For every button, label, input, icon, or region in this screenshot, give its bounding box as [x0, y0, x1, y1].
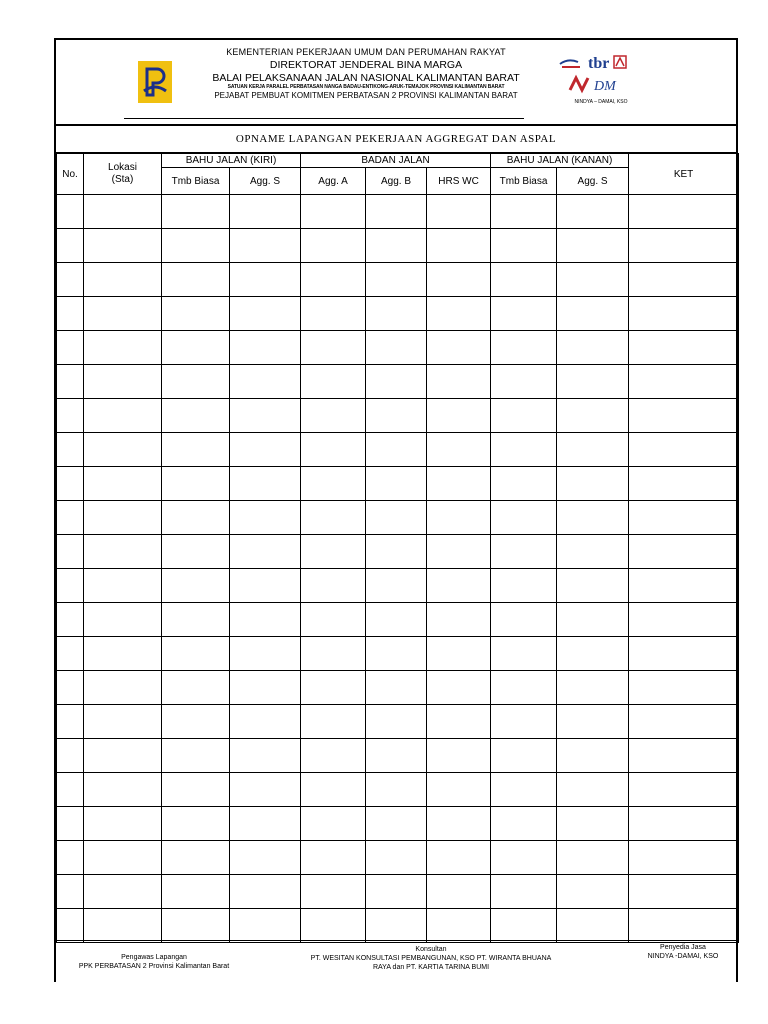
- table-cell[interactable]: [57, 501, 84, 535]
- table-cell[interactable]: [629, 739, 739, 773]
- table-cell[interactable]: [84, 331, 162, 365]
- table-cell[interactable]: [230, 263, 301, 297]
- table-cell[interactable]: [162, 773, 230, 807]
- table-cell[interactable]: [162, 637, 230, 671]
- col-lokasi: Lokasi (Sta): [84, 154, 162, 195]
- table-cell[interactable]: [162, 739, 230, 773]
- table-cell[interactable]: [84, 909, 162, 943]
- table-cell[interactable]: [301, 637, 366, 671]
- table-cell[interactable]: [427, 433, 491, 467]
- consultant-name-2: RAYA dan PT. KARTIA TARINA BUMI: [372, 964, 490, 971]
- table-cell[interactable]: [491, 433, 557, 467]
- table-cell[interactable]: [230, 331, 301, 365]
- svg-text:tbr: tbr: [588, 55, 610, 72]
- table-cell[interactable]: [366, 637, 427, 671]
- table-cell[interactable]: [230, 399, 301, 433]
- table-row: [57, 671, 739, 705]
- table-row: [57, 807, 739, 841]
- table-cell[interactable]: [366, 569, 427, 603]
- table-cell[interactable]: [491, 297, 557, 331]
- table-cell[interactable]: [366, 705, 427, 739]
- table-cell[interactable]: [366, 399, 427, 433]
- table-cell[interactable]: [427, 467, 491, 501]
- table-cell[interactable]: [57, 365, 84, 399]
- table-cell[interactable]: [57, 195, 84, 229]
- table-cell[interactable]: [427, 297, 491, 331]
- table-cell[interactable]: [301, 773, 366, 807]
- table-cell[interactable]: [230, 841, 301, 875]
- table-cell[interactable]: [557, 229, 629, 263]
- table-cell[interactable]: [366, 331, 427, 365]
- table-row: [57, 195, 739, 229]
- table-row: [57, 909, 739, 943]
- table-cell[interactable]: [162, 195, 230, 229]
- table-cell[interactable]: [84, 535, 162, 569]
- table-cell[interactable]: [301, 671, 366, 705]
- table-cell[interactable]: [162, 263, 230, 297]
- table-cell[interactable]: [162, 875, 230, 909]
- footer-consultant: [296, 945, 566, 972]
- table-cell[interactable]: [162, 297, 230, 331]
- table-cell[interactable]: [629, 331, 739, 365]
- col-ket: KET: [629, 154, 739, 195]
- table-cell[interactable]: [629, 229, 739, 263]
- table-cell[interactable]: [301, 195, 366, 229]
- table-cell[interactable]: [57, 637, 84, 671]
- table-cell[interactable]: [491, 365, 557, 399]
- table-row: [57, 637, 739, 671]
- table-cell[interactable]: [301, 603, 366, 637]
- table-cell[interactable]: [301, 229, 366, 263]
- table-cell[interactable]: [557, 739, 629, 773]
- group-badan-jalan: BADAN JALAN: [301, 154, 491, 168]
- table-cell[interactable]: [301, 739, 366, 773]
- table-cell[interactable]: [629, 399, 739, 433]
- table-cell[interactable]: [427, 705, 491, 739]
- balai-name: BALAI PELAKSANAAN JALAN NASIONAL KALIMANTAN BARAT: [212, 71, 520, 84]
- table-cell[interactable]: [230, 773, 301, 807]
- partner-caption: NINDYA – DAMAI, KSO: [574, 99, 628, 105]
- table-cell[interactable]: [427, 569, 491, 603]
- table-cell[interactable]: [557, 331, 629, 365]
- svg-text:DM: DM: [594, 79, 616, 94]
- table-cell[interactable]: [84, 229, 162, 263]
- table-cell[interactable]: [366, 841, 427, 875]
- table-cell[interactable]: [301, 807, 366, 841]
- table-cell[interactable]: [57, 909, 84, 943]
- table-cell[interactable]: [491, 637, 557, 671]
- table-cell[interactable]: [557, 195, 629, 229]
- table-cell[interactable]: [629, 705, 739, 739]
- table-cell[interactable]: [629, 501, 739, 535]
- table-cell[interactable]: [366, 195, 427, 229]
- table-cell[interactable]: [629, 535, 739, 569]
- table-cell[interactable]: [84, 433, 162, 467]
- pu-ministry-logo: [138, 61, 172, 103]
- consultant-role: Konsultan: [415, 946, 447, 953]
- table-cell[interactable]: [557, 671, 629, 705]
- table-cell[interactable]: [57, 433, 84, 467]
- table-cell[interactable]: [557, 705, 629, 739]
- table-cell[interactable]: [84, 365, 162, 399]
- table-cell[interactable]: [230, 671, 301, 705]
- table-cell[interactable]: [427, 399, 491, 433]
- table-cell[interactable]: [491, 195, 557, 229]
- table-cell[interactable]: [162, 467, 230, 501]
- table-cell[interactable]: [366, 739, 427, 773]
- table-cell[interactable]: [162, 841, 230, 875]
- table-cell[interactable]: [301, 399, 366, 433]
- table-cell[interactable]: [427, 229, 491, 263]
- table-cell[interactable]: [427, 603, 491, 637]
- table-cell[interactable]: [366, 467, 427, 501]
- table-cell[interactable]: [557, 263, 629, 297]
- table-cell[interactable]: [557, 501, 629, 535]
- table-cell[interactable]: [491, 739, 557, 773]
- group-bahu-kanan: BAHU JALAN (KANAN): [491, 154, 629, 168]
- col-agg-b: Agg. B: [366, 168, 427, 195]
- table-cell[interactable]: [230, 875, 301, 909]
- table-row: [57, 773, 739, 807]
- table-cell[interactable]: [491, 399, 557, 433]
- table-cell[interactable]: [629, 841, 739, 875]
- table-cell[interactable]: [57, 467, 84, 501]
- table-row: [57, 603, 739, 637]
- table-cell[interactable]: [557, 569, 629, 603]
- table-row: [57, 433, 739, 467]
- footer-supervisor: [54, 953, 254, 971]
- table-cell[interactable]: [557, 807, 629, 841]
- ppk-name: PEJABAT PEMBUAT KOMITMEN PERBATASAN 2 PROVINSI KALIMANTAN BARAT: [214, 91, 518, 100]
- table-cell[interactable]: [629, 671, 739, 705]
- table-cell[interactable]: [84, 671, 162, 705]
- table-cell[interactable]: [301, 263, 366, 297]
- col-agg-s-kanan: Agg. S: [557, 168, 629, 195]
- supervisor-role: Pengawas Lapangan: [121, 954, 187, 961]
- table-cell[interactable]: [427, 875, 491, 909]
- table-cell[interactable]: [162, 535, 230, 569]
- table-cell[interactable]: [84, 263, 162, 297]
- table-cell[interactable]: [230, 909, 301, 943]
- table-cell[interactable]: [57, 535, 84, 569]
- table-cell[interactable]: [629, 433, 739, 467]
- table-cell[interactable]: [301, 501, 366, 535]
- table-cell[interactable]: [162, 365, 230, 399]
- table-cell[interactable]: [57, 671, 84, 705]
- col-tmb-biasa-kiri: Tmb Biasa: [162, 168, 230, 195]
- table-cell[interactable]: [230, 229, 301, 263]
- table-cell[interactable]: [366, 909, 427, 943]
- form-title: OPNAME LAPANGAN PEKERJAAN AGGREGAT DAN ASPAL: [56, 126, 736, 153]
- table-cell[interactable]: [366, 297, 427, 331]
- table-cell[interactable]: [491, 671, 557, 705]
- table-cell[interactable]: [366, 773, 427, 807]
- table-cell[interactable]: [366, 875, 427, 909]
- table-cell[interactable]: [230, 807, 301, 841]
- opname-table: [56, 153, 739, 943]
- table-cell[interactable]: [427, 841, 491, 875]
- table-row: [57, 705, 739, 739]
- table-cell[interactable]: [84, 773, 162, 807]
- table-cell[interactable]: [301, 535, 366, 569]
- table-cell[interactable]: [57, 399, 84, 433]
- table-cell[interactable]: [491, 467, 557, 501]
- table-cell[interactable]: [84, 467, 162, 501]
- table-cell[interactable]: [301, 331, 366, 365]
- table-cell[interactable]: [629, 875, 739, 909]
- table-cell[interactable]: [427, 671, 491, 705]
- table-cell[interactable]: [491, 263, 557, 297]
- table-row: [57, 535, 739, 569]
- table-cell[interactable]: [629, 365, 739, 399]
- table-cell[interactable]: [366, 365, 427, 399]
- table-cell[interactable]: [301, 705, 366, 739]
- table-cell[interactable]: [84, 569, 162, 603]
- table-cell[interactable]: [84, 875, 162, 909]
- table-cell[interactable]: [230, 569, 301, 603]
- table-cell[interactable]: [230, 501, 301, 535]
- table-cell[interactable]: [557, 297, 629, 331]
- table-cell[interactable]: [230, 467, 301, 501]
- table-cell[interactable]: [427, 535, 491, 569]
- table-row: [57, 399, 739, 433]
- table-cell[interactable]: [427, 365, 491, 399]
- table-cell[interactable]: [629, 637, 739, 671]
- letterhead-text: [176, 48, 556, 100]
- table-cell[interactable]: [427, 195, 491, 229]
- table-cell[interactable]: [491, 773, 557, 807]
- group-bahu-kiri: BAHU JALAN (KIRI): [162, 154, 301, 168]
- contractor-role: Penyedia Jasa: [660, 944, 706, 951]
- table-cell[interactable]: [162, 399, 230, 433]
- table-cell[interactable]: [230, 433, 301, 467]
- col-agg-s-kiri: Agg. S: [230, 168, 301, 195]
- table-cell[interactable]: [491, 603, 557, 637]
- table-cell[interactable]: [366, 433, 427, 467]
- table-header-row: [57, 154, 739, 168]
- table-cell[interactable]: [629, 297, 739, 331]
- table-cell[interactable]: [162, 603, 230, 637]
- table-cell[interactable]: [491, 535, 557, 569]
- table-cell[interactable]: [629, 569, 739, 603]
- table-cell[interactable]: [84, 195, 162, 229]
- table-cell[interactable]: [491, 331, 557, 365]
- table-cell[interactable]: [84, 739, 162, 773]
- table-cell[interactable]: [57, 841, 84, 875]
- table-cell[interactable]: [557, 535, 629, 569]
- table-cell[interactable]: [301, 909, 366, 943]
- table-cell[interactable]: [557, 875, 629, 909]
- table-cell[interactable]: [557, 773, 629, 807]
- supervisor-unit: PPK PERBATASAN 2 Provinsi Kalimantan Barat: [78, 963, 230, 970]
- table-cell[interactable]: [162, 433, 230, 467]
- table-cell[interactable]: [57, 229, 84, 263]
- table-cell[interactable]: [57, 773, 84, 807]
- table-cell[interactable]: [491, 705, 557, 739]
- table-cell[interactable]: [427, 331, 491, 365]
- table-cell[interactable]: [427, 501, 491, 535]
- table-cell[interactable]: [230, 535, 301, 569]
- col-no: No.: [57, 154, 84, 195]
- table-cell[interactable]: [557, 909, 629, 943]
- table-cell[interactable]: [491, 569, 557, 603]
- form-frame: [54, 38, 738, 982]
- contractor-name: NINDYA -DAMAI, KSO: [647, 953, 719, 960]
- table-cell[interactable]: [557, 637, 629, 671]
- table-cell[interactable]: [427, 739, 491, 773]
- table-cell[interactable]: [162, 909, 230, 943]
- table-cell[interactable]: [629, 603, 739, 637]
- table-cell[interactable]: [301, 569, 366, 603]
- table-cell[interactable]: [57, 739, 84, 773]
- table-cell[interactable]: [57, 297, 84, 331]
- table-row: [57, 569, 739, 603]
- table-cell[interactable]: [301, 467, 366, 501]
- table-cell[interactable]: [629, 773, 739, 807]
- table-row: [57, 739, 739, 773]
- table-cell[interactable]: [162, 807, 230, 841]
- col-tmb-biasa-kanan: Tmb Biasa: [491, 168, 557, 195]
- table-cell[interactable]: [57, 569, 84, 603]
- table-row: [57, 841, 739, 875]
- table-cell[interactable]: [162, 705, 230, 739]
- table-cell[interactable]: [366, 671, 427, 705]
- table-cell[interactable]: [84, 841, 162, 875]
- table-cell[interactable]: [162, 671, 230, 705]
- table-cell[interactable]: [84, 399, 162, 433]
- signature-footer: [54, 940, 738, 985]
- table-cell[interactable]: [301, 365, 366, 399]
- table-cell[interactable]: [84, 297, 162, 331]
- table-cell[interactable]: [301, 297, 366, 331]
- table-cell[interactable]: [491, 875, 557, 909]
- table-cell[interactable]: [491, 807, 557, 841]
- table-cell[interactable]: [629, 909, 739, 943]
- table-cell[interactable]: [427, 263, 491, 297]
- table-row: [57, 229, 739, 263]
- table-cell[interactable]: [162, 569, 230, 603]
- table-cell[interactable]: [427, 909, 491, 943]
- table-cell[interactable]: [84, 603, 162, 637]
- table-row: [57, 263, 739, 297]
- table-cell[interactable]: [230, 739, 301, 773]
- table-cell[interactable]: [301, 433, 366, 467]
- table-cell[interactable]: [84, 501, 162, 535]
- table-row: [57, 365, 739, 399]
- table-cell[interactable]: [427, 807, 491, 841]
- table-cell[interactable]: [366, 603, 427, 637]
- table-cell[interactable]: [557, 467, 629, 501]
- table-cell[interactable]: [162, 501, 230, 535]
- table-cell[interactable]: [84, 705, 162, 739]
- table-cell[interactable]: [427, 773, 491, 807]
- table-cell[interactable]: [301, 841, 366, 875]
- table-cell[interactable]: [557, 841, 629, 875]
- table-cell[interactable]: [162, 229, 230, 263]
- satker-name: SATUAN KERJA PARALEL PERBATASAN NANGA BADAU-ENTIKONG-ARUK-TEMAJOK PROVINSI KALIMANTAN BARAT: [227, 84, 505, 90]
- table-cell[interactable]: [230, 637, 301, 671]
- col-agg-a: Agg. A: [301, 168, 366, 195]
- table-cell[interactable]: [366, 501, 427, 535]
- table-cell[interactable]: [491, 229, 557, 263]
- table-cell[interactable]: [491, 909, 557, 943]
- table-cell[interactable]: [366, 535, 427, 569]
- directorate-name: DIREKTORAT JENDERAL BINA MARGA: [269, 59, 463, 71]
- col-hrs-wc: HRS WC: [427, 168, 491, 195]
- table-cell[interactable]: [629, 807, 739, 841]
- table-cell[interactable]: [57, 603, 84, 637]
- table-cell[interactable]: [557, 433, 629, 467]
- table-cell[interactable]: [230, 365, 301, 399]
- table-cell[interactable]: [84, 807, 162, 841]
- letterhead: [56, 40, 736, 126]
- table-cell[interactable]: [230, 603, 301, 637]
- table-cell[interactable]: [629, 195, 739, 229]
- table-cell[interactable]: [57, 331, 84, 365]
- header-rule: [124, 118, 524, 119]
- table-cell[interactable]: [427, 637, 491, 671]
- footer-contractor: [628, 943, 738, 961]
- table-row: [57, 875, 739, 909]
- table-row: [57, 501, 739, 535]
- table-cell[interactable]: [366, 229, 427, 263]
- consultant-name-1: PT. WESITAN KONSULTASI PEMBANGUNAN, KSO PT. WIRANTA BHUANA: [310, 955, 552, 962]
- table-cell[interactable]: [557, 603, 629, 637]
- table-cell[interactable]: [366, 807, 427, 841]
- table-cell[interactable]: [629, 263, 739, 297]
- table-cell[interactable]: [57, 263, 84, 297]
- table-cell[interactable]: [557, 365, 629, 399]
- table-cell[interactable]: [301, 875, 366, 909]
- table-row: [57, 467, 739, 501]
- table-cell[interactable]: [162, 331, 230, 365]
- table-cell[interactable]: [230, 195, 301, 229]
- table-cell[interactable]: [491, 841, 557, 875]
- table-cell[interactable]: [57, 705, 84, 739]
- table-cell[interactable]: [57, 807, 84, 841]
- table-cell[interactable]: [366, 263, 427, 297]
- table-cell[interactable]: [629, 467, 739, 501]
- table-cell[interactable]: [230, 705, 301, 739]
- table-cell[interactable]: [557, 399, 629, 433]
- table-cell[interactable]: [230, 297, 301, 331]
- table-cell[interactable]: [57, 875, 84, 909]
- table-row: [57, 297, 739, 331]
- table-cell[interactable]: [84, 637, 162, 671]
- table-cell[interactable]: [491, 501, 557, 535]
- table-row: [57, 331, 739, 365]
- ministry-name: KEMENTERIAN PEKERJAAN UMUM DAN PERUMAHAN RAKYAT: [226, 47, 506, 57]
